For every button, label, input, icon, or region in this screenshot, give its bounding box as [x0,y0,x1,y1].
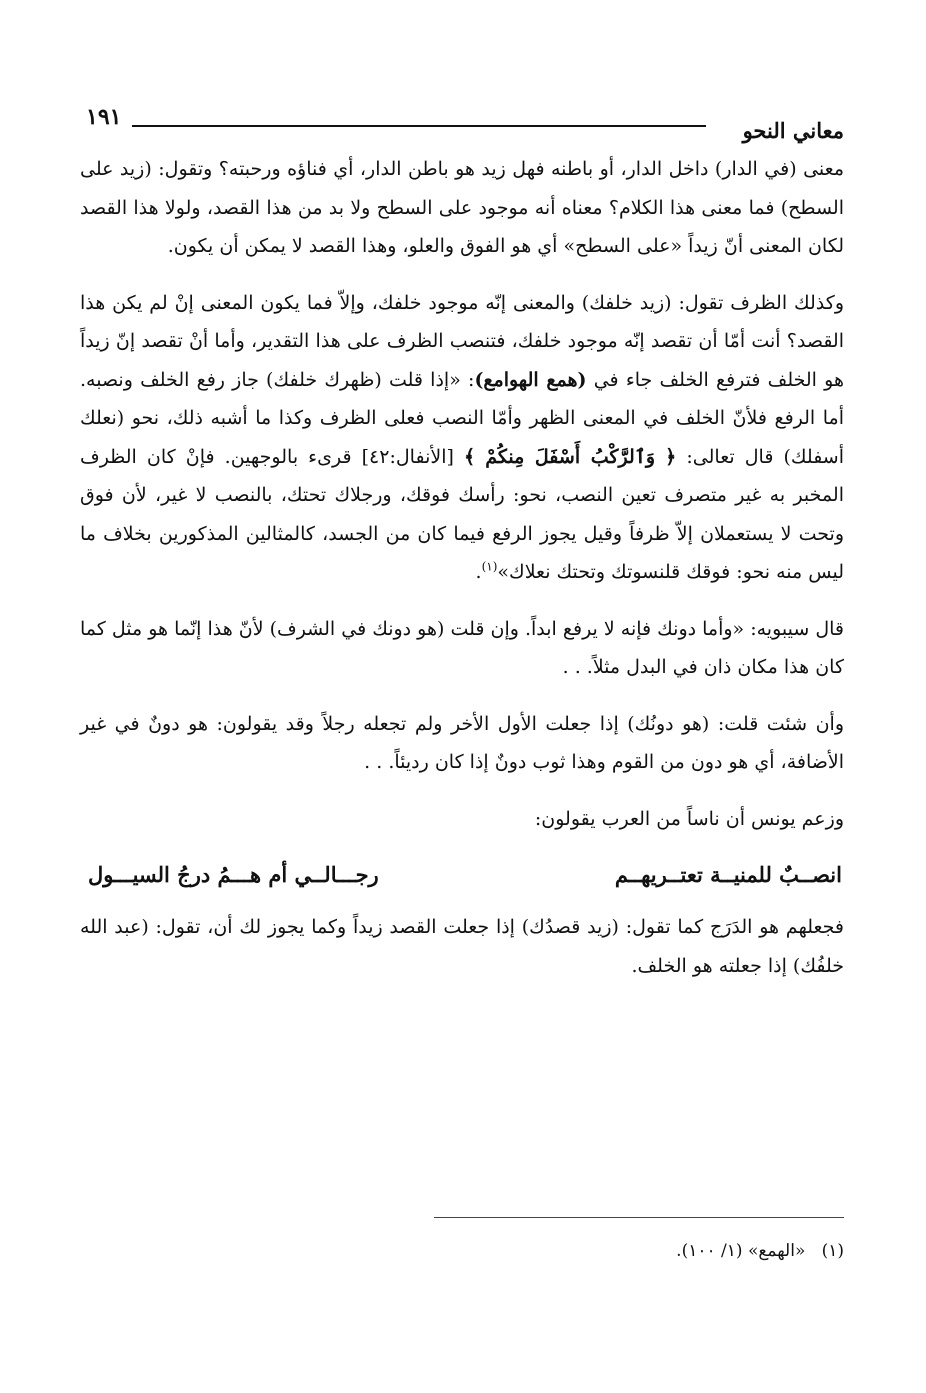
quran-bracket-open: ﴿ [665,445,677,468]
book-title: معاني النحو [742,118,844,143]
source-reference: (همع الهوامع) [474,368,587,391]
poem-hemistich-2: رجـــالــي أم هـــمُ درجُ السيـــول [88,862,379,887]
paragraph-2-part-c: [الأنفال:٤٢] قرىء بالوجهين. فإنْ كان الظرف المخبر به غير متصرف تعين النصب، نحو: رأسك فوقك، ورجلاك تحتك، بالنصب لا غير، لأن فوق وتحت لا يستعملان إلاّ ظرفاً وقيل يجوز الرفع فيما كان من الجسد، كالمثالين المذكورين بخلاف ما ليس منه نحو: فوقك قلنسوتك وتحتك نعلاك» [73,445,844,583]
footnote-text: «الهمع» (١/ ١٠٠). [676,1241,806,1261]
page-header [80,100,844,150]
paragraph-2-part-b: : «إذا قلت (ظهرك خلفك) جاز رفع الخلف ونصبه. أما الرفع فلأنّ الخلف في المعنى الظهر وأمّا النصب فعلى الظرف وكذا ما أشبه ذلك، نحو (نعلك أسفلك) قال تعالى: [73,368,845,468]
paragraph-5: وزعم يونس أن ناساً من العرب يقولون: [534,807,844,830]
header-rule [132,125,706,127]
paragraph-2-end: . [475,561,482,583]
quran-verse: وَٱلرَّكْبُ أَسْفَلَ مِنكُمْ [485,445,656,468]
footnote-marker: (١) [821,1241,844,1261]
paragraph-2-part-a: وكذلك الظرف تقول: (زيد خلفك) والمعنى إنّه موجود خلفك، وإلاّ فما يكون المعنى إنْ لم يكن هذا القصد؟ أنت أمّا أن تقصد إنّه موجود خلفك، فتنصب الظرف على هذا التقدير، وأما أنْ تقصد إنّ زيداً هو الخلف فترفع الخلف جاء في [73,291,844,391]
paragraph-3: قال سيبويه: «وأما دونك فإنه لا يرفع ابداً. وإن قلت (هو دونك في الشرف) لأنّ هذا إنّما هو مثل كما كان هذا مكان ذان في البدل مثلاً. . . [73,617,844,678]
footnote-reference: (١) [481,559,498,574]
page-number: ١٩١ [86,104,122,130]
poem-verse [80,852,844,908]
quran-bracket-close: ﴾ [463,445,476,468]
page-body [73,150,845,985]
paragraph-1: معنى (في الدار) داخل الدار، أو باطنه فهل زيد هو باطن الدار، أي فناؤه ورحبته؟ وتقول: (زيد على السطح) فما معنى هذا الكلام؟ معناه أنه موجود على السطح ولا بد من هذا القصد، ولولا هذا القصد لكان المعنى أنّ زيداً «على السطح» أي هو الفوق والعلو، وهذا القصد لا يمكن أن يكون. [73,158,844,257]
poem-hemistich-1: انصــبٌ للمنيــة تعتــريهــم [614,862,842,887]
footnote-rule [434,1217,844,1218]
paragraph-6: فجعلهم هو الدَرَج كما تقول: (زيد قصدُك) إذا جعلت القصد زيداً وكما يجوز لك أن، تقول: (عبد الله خلفُك) إذا جعلته هو الخلف. [73,916,844,977]
paragraph-4: وأن شئت قلت: (هو دونُك) إذا جعلت الأول الأخر ولم تجعله رجلاً وقد يقولون: هو دونٌ في غير الأضافة، أي هو دون من القوم وهذا ثوب دونٌ إذا كان رديئاً. . . [73,712,844,773]
footnote [80,1236,844,1266]
paragraph-2 [73,284,845,592]
